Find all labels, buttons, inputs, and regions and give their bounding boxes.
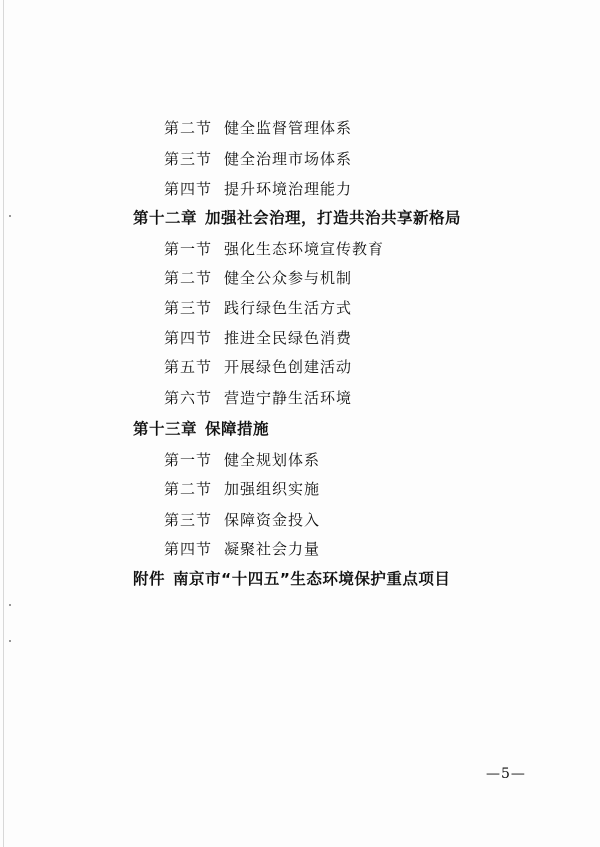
toc-section-title: 凝聚社会力量 — [224, 540, 321, 558]
toc-chapter-item — [133, 418, 269, 440]
toc-section-item — [164, 327, 352, 349]
scan-speck — [9, 215, 11, 217]
toc-section-title: 营造宁静生活环境 — [224, 389, 353, 407]
scan-speck — [9, 640, 11, 642]
toc-appendix-label: 附件 — [133, 570, 166, 588]
toc-section-title: 保障资金投入 — [224, 511, 321, 529]
toc-section-number: 第一节 — [164, 240, 213, 258]
toc-section-item — [164, 297, 352, 319]
toc-section-number: 第六节 — [164, 389, 213, 407]
toc-section-number: 第三节 — [164, 150, 213, 168]
toc-section-title: 践行绿色生活方式 — [224, 299, 353, 317]
toc-section-title: 健全规划体系 — [224, 451, 321, 469]
toc-appendix-item — [133, 568, 450, 590]
toc-section-item — [164, 267, 352, 289]
toc-section-title: 健全治理市场体系 — [224, 150, 353, 168]
toc-chapter-title: 加强社会治理，打造共治共享新格局 — [205, 209, 462, 227]
toc-section-number: 第三节 — [164, 511, 213, 529]
scan-speck — [9, 604, 11, 606]
toc-section-item — [164, 148, 352, 170]
toc-section-number: 第四节 — [164, 180, 213, 198]
toc-section-item — [164, 449, 320, 471]
toc-section-item — [164, 356, 352, 378]
toc-chapter-title: 保障措施 — [205, 420, 270, 438]
toc-chapter-item — [133, 207, 461, 229]
toc-section-item — [164, 387, 352, 409]
toc-section-item — [164, 178, 352, 200]
toc-section-number: 第一节 — [164, 451, 213, 469]
toc-section-number: 第二节 — [164, 480, 213, 498]
toc-appendix-title: 南京市“十四五”生态环境保护重点项目 — [173, 570, 451, 588]
toc-section-number: 第五节 — [164, 358, 213, 376]
toc-section-title: 开展绿色创建活动 — [224, 358, 353, 376]
toc-section-item — [164, 509, 320, 531]
toc-section-item — [164, 238, 384, 260]
toc-section-title: 健全公众参与机制 — [224, 269, 353, 287]
toc-section-title: 健全监督管理体系 — [224, 119, 353, 137]
toc-section-item — [164, 478, 320, 500]
toc-section-number: 第四节 — [164, 329, 213, 347]
toc-chapter-number: 第十二章 — [133, 209, 198, 227]
page-number: —5— — [486, 766, 526, 782]
toc-chapter-number: 第十三章 — [133, 420, 198, 438]
toc-section-number: 第三节 — [164, 299, 213, 317]
toc-section-item — [164, 538, 320, 560]
toc-section-title: 提升环境治理能力 — [224, 180, 353, 198]
toc-section-number: 第二节 — [164, 269, 213, 287]
toc-section-item — [164, 117, 352, 139]
toc-section-number: 第二节 — [164, 119, 213, 137]
toc-section-title: 推进全民绿色消费 — [224, 329, 353, 347]
toc-section-title: 加强组织实施 — [224, 480, 321, 498]
toc-section-number: 第四节 — [164, 540, 213, 558]
toc-section-title: 强化生态环境宣传教育 — [224, 240, 385, 258]
